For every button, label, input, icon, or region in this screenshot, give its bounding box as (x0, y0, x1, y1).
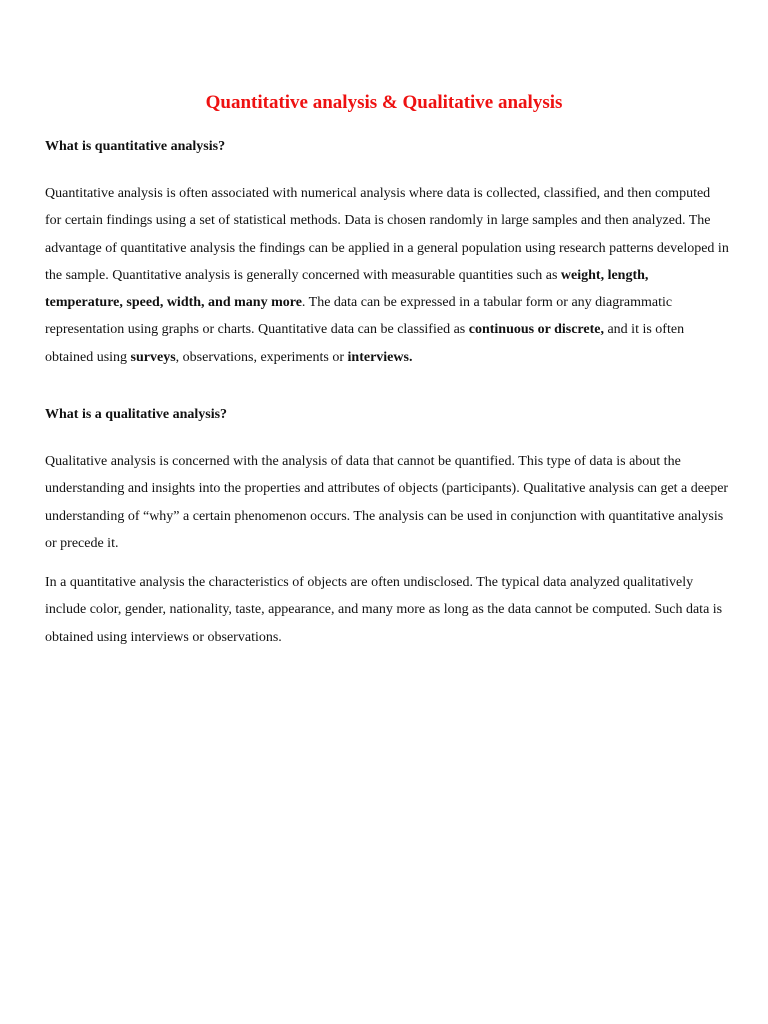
paragraph-text-segment: and it is often obtained using (45, 322, 685, 365)
bold-text-segment: interviews. (347, 349, 413, 365)
page-title: Quantitative analysis & Qualitative analysis (205, 92, 563, 113)
bold-text-segment: weight, length, temperature, speed, width, and many more (45, 267, 649, 311)
section-heading-qualitative: What is a qualitative analysis? (45, 407, 228, 422)
paragraph-qualitative-1: Qualitative analysis is concerned with the analysis of data that cannot be quantified. This type of data is about the understanding and insights into the properties and attributes of objects (participants). Qualitative analysis can get a deeper understanding of “why” a certain phenomenon occurs. The analysis can be used in conjunction with quantitative analysis or precede it. (45, 454, 729, 551)
paragraph-qualitative-2: In a quantitative analysis the characteristics of objects are often undisclosed. The typical data analyzed qualitatively include color, gender, nationality, taste, appearance, and many more as long as the data cannot be computed. Such data is obtained using interviews or observations. (45, 575, 723, 645)
bold-text-segment: continuous or discrete, (468, 322, 604, 338)
paragraph-text-segment: Quantitative analysis is often associated with numerical analysis where data is collected, classified, and then computed for certain findings using a set of statistical methods. Data is chosen randomly in large samples and then analyzed. The advantage of quantitative analysis the findings can be applied in a general population using research patterns developed in the sample. Quantitative analysis is generally concerned with measurable quantities such as (45, 186, 729, 283)
bold-text-segment: surveys (130, 349, 176, 365)
paragraph-quantitative (45, 180, 729, 371)
section-heading-quantitative: What is quantitative analysis? (45, 139, 226, 154)
paragraph-text-segment: . The data can be expressed in a tabular form or any diagrammatic representation using graphs or charts. Quantitative data can be classified as (45, 295, 673, 338)
paragraph-text-segment: , observations, experiments or (175, 349, 348, 365)
